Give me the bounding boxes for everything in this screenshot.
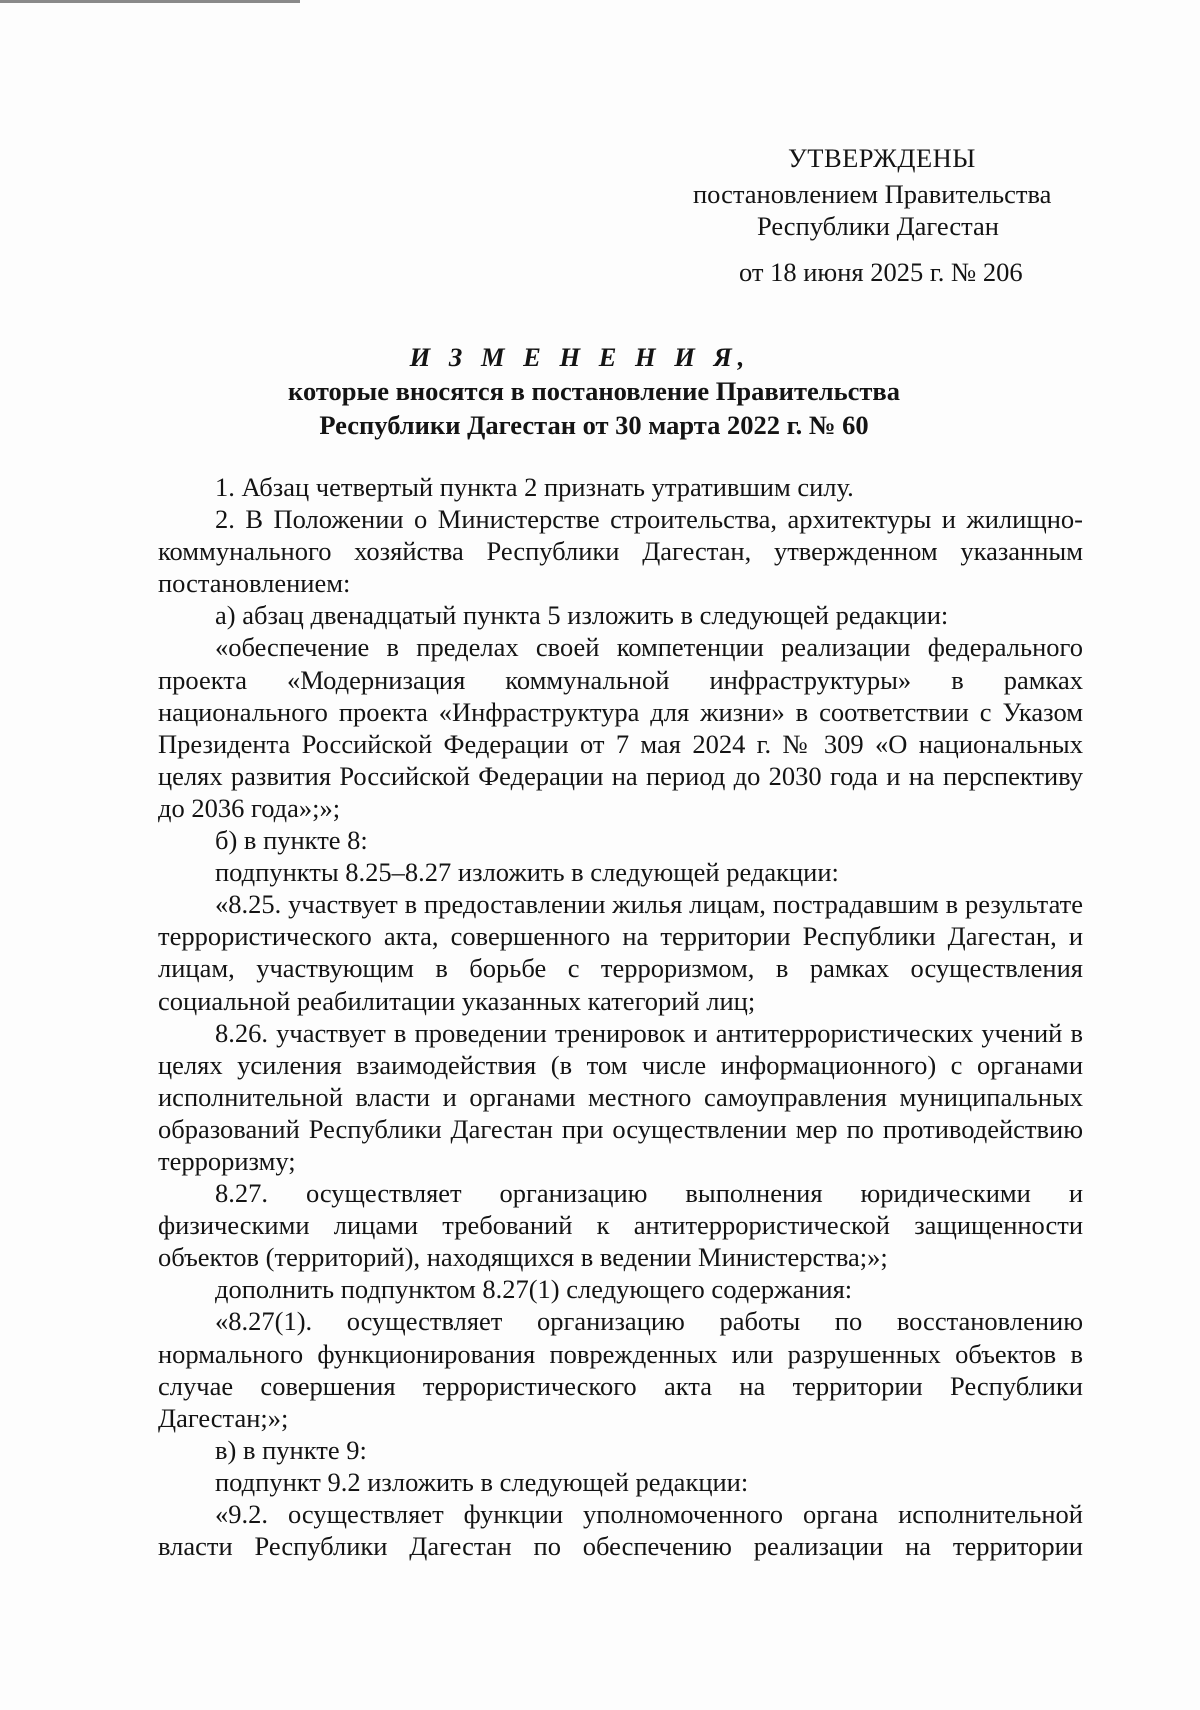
paragraph-11: «8.27(1). осуществляет организацию работы по восстановлению нормального функционирования поврежденных или разрушенных объектов в случае совершения террористического акта на территории Республики Дагестан;»; xyxy=(158,1306,1083,1433)
heading-subtitle-line-2: Республики Дагестан от 30 марта 2022 г. № 60 xyxy=(319,410,869,440)
paragraph-2: 2. В Положении о Министерстве строительства, архитектуры и жилищно-коммунального хозяйства Республики Дагестан, утвержденном указанным постановлением: xyxy=(158,504,1083,599)
paragraph-4: «обеспечение в пределах своей компетенции реализации федерального проекта «Модернизация коммунальной инфраструктуры» в рамках национального проекта «Инфраструктура для жизни» в соответствии с Указом Президента Российской Федерации от 7 мая 2024 г. № 309 «О национальных целях развития Российской Федерации на период до 2030 года и на перспективу до 2036 года»;»; xyxy=(158,632,1083,823)
paragraph-5: б) в пункте 8: xyxy=(215,825,368,856)
paragraph-1: 1. Абзац четвертый пункта 2 признать утратившим силу. xyxy=(215,472,854,502)
heading-title: И З М Е Н Е Н И Я, xyxy=(409,342,751,372)
approval-line-2: Республики Дагестан xyxy=(757,211,999,241)
approval-line-3: от 18 июня 2025 г. № 206 xyxy=(739,257,1023,287)
paragraph-14: «9.2. осуществляет функции уполномоченного органа исполнительной власти Республики Дагестан по обеспечению реализации на территории xyxy=(158,1499,1083,1562)
approval-stamp-block xyxy=(0,143,1200,293)
paragraph-6: подпункты 8.25–8.27 изложить в следующей редакции: xyxy=(215,857,839,888)
document-body xyxy=(158,471,1083,1562)
paragraph-9: 8.27. осуществляет организацию выполнения юридическими и физическими лицами требований к антитеррористической защищенности объектов (территорий), находящихся в ведении Министерства;»; xyxy=(158,1178,1083,1273)
heading-subtitle-line-1: которые вносятся в постановление Правительства xyxy=(288,376,900,406)
paragraph-10: дополнить подпунктом 8.27(1) следующего содержания: xyxy=(215,1274,853,1305)
paragraph-7: «8.25. участвует в предоставлении жилья лицам, пострадавшим в результате террористического акта, совершенного на территории Республики Дагестан, и лицам, участвующим в борьбе с терроризмом, в рамках осуществления социальной реабилитации указанных категорий лиц; xyxy=(158,889,1083,1016)
approval-line-1: постановлением Правительства xyxy=(693,179,1052,209)
paragraph-8: 8.26. участвует в проведении тренировок и антитеррористических учений в целях усиления взаимодействия (в том числе информационного) с органами исполнительной власти и органами местного самоуправления муниципальных образований Республики Дагестан при осуществлении мер по противодействию терроризму; xyxy=(158,1017,1083,1176)
document-heading xyxy=(0,340,1200,442)
paragraph-13: подпункт 9.2 изложить в следующей редакции: xyxy=(215,1466,749,1497)
approval-title: УТВЕРЖДЕНЫ xyxy=(788,143,976,173)
paragraph-12: в) в пункте 9: xyxy=(215,1434,367,1465)
paragraph-3: а) абзац двенадцатый пункта 5 изложить в следующей редакции: xyxy=(215,600,949,631)
scan-edge-line xyxy=(0,0,300,3)
